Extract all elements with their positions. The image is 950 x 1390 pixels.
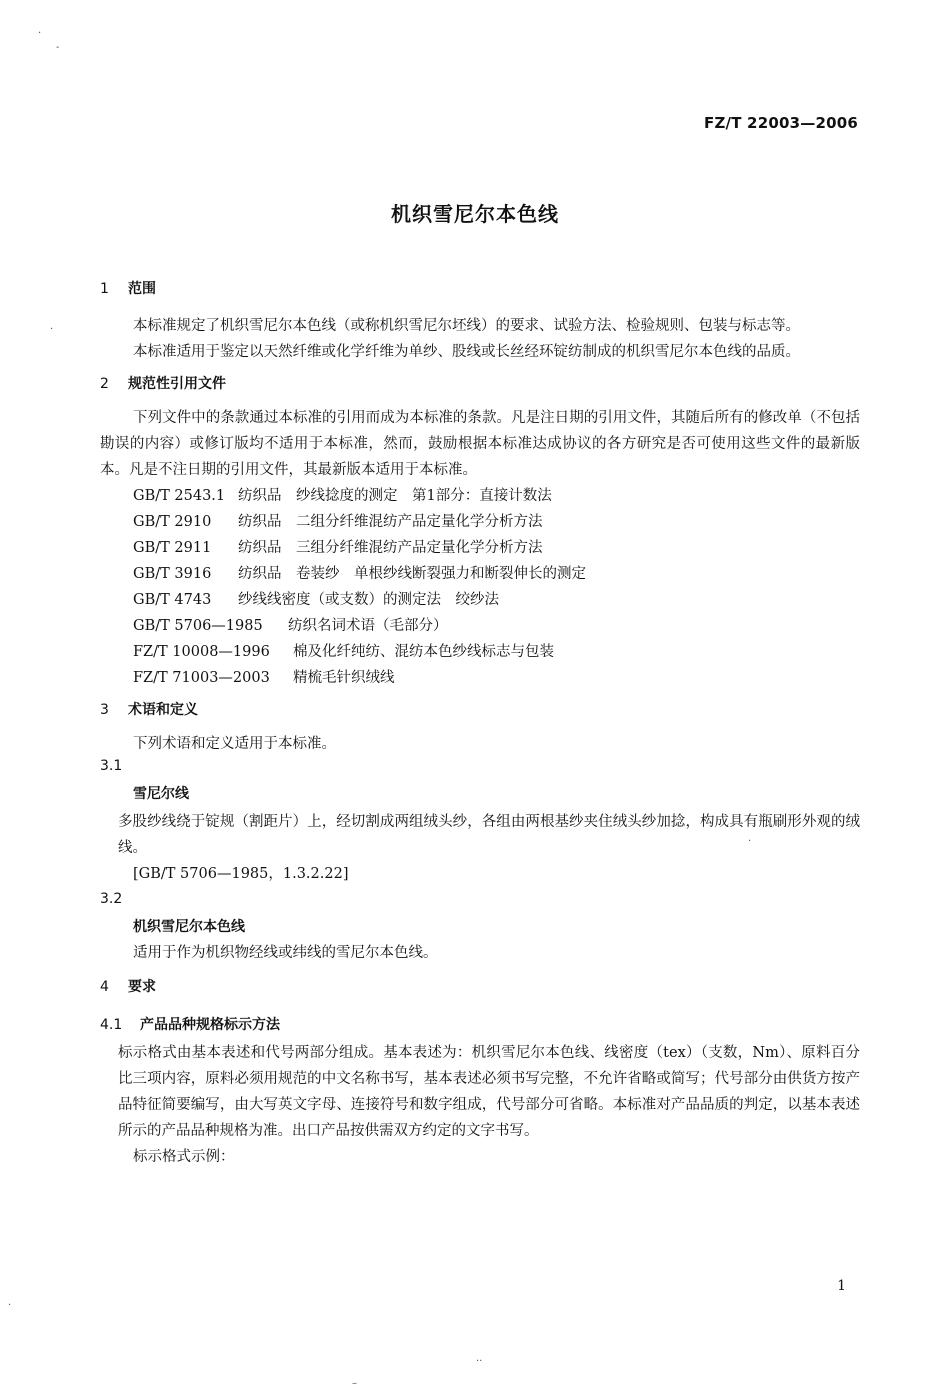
term-definition: 多股纱线绕于锭规（割距片）上，经切割成两组绒头纱，各组由两根基纱夹住绒头纱加捻，构成具有瓶刷形外观的绒线。 xyxy=(118,814,860,856)
term-definition: 适用于作为机织物经线或纬线的雪尼尔本色线。 xyxy=(133,945,438,961)
paragraph: 下列术语和定义适用于本标准。 xyxy=(133,736,336,752)
scan-speck: ·· xyxy=(476,1356,483,1367)
section-3-heading: 3 术语和定义 xyxy=(100,702,198,718)
scan-speck: · xyxy=(8,1300,12,1311)
document-body xyxy=(100,272,860,1170)
reference-item: GB/T 2910 纺织品 二组分纤维混纺产品定量化学分析方法 xyxy=(133,514,543,530)
clause-4-1-heading: 4.1 产品品种规格标示方法 xyxy=(100,1017,280,1033)
section-1-heading: 1 范围 xyxy=(100,281,156,297)
scan-speck: · xyxy=(38,28,42,39)
scan-speck: - xyxy=(56,42,60,53)
normative-reference-list xyxy=(100,483,860,691)
paragraph: 本标准适用于鉴定以天然纤维或化学纤维为单纱、股线或长丝经环锭纺制成的机织雪尼尔本色线的品质。 xyxy=(133,344,800,360)
scan-speck: · xyxy=(748,836,752,847)
reference-item: FZ/T 10008—1996 棉及化纤纯纺、混纺本色纱线标志与包装 xyxy=(133,644,554,660)
standard-number: FZ/T 22003—2006 xyxy=(704,114,858,132)
reference-item: GB/T 4743 纱线线密度（或支数）的测定法 绞纱法 xyxy=(133,592,499,608)
reference-item: GB/T 2911 纺织品 三组分纤维混纺产品定量化学分析方法 xyxy=(133,540,543,556)
clause-number: 3.2 xyxy=(100,891,123,907)
paragraph: 标示格式由基本表述和代号两部分组成。基本表述为：机织雪尼尔本色线、线密度（tex）（支数，Nm）、原料百分比三项内容，原料必须用规范的中文名称书写，基本表述必须书写完整，不允许省略或简写；代号部分由供货方按产品特征简要编写，由大写英文字母、连接符号和数字组成，代号部分可省略。本标准对产品品质的判定，以基本表述所示的产品品种规格为准。出口产品按供需双方约定的文字书写。 xyxy=(118,1045,860,1139)
scan-speck: · xyxy=(50,324,54,335)
section-4-heading: 4 要求 xyxy=(100,979,156,995)
paragraph: 本标准规定了机织雪尼尔本色线（或称机织雪尼尔坯线）的要求、试验方法、检验规则、包装与标志等。 xyxy=(133,318,800,334)
reference-item: GB/T 2543.1 纺织品 纱线捻度的测定 第1部分：直接计数法 xyxy=(133,488,552,504)
term-source: [GB/T 5706—1985，1.3.2.22] xyxy=(133,866,349,882)
section-2-heading: 2 规范性引用文件 xyxy=(100,376,226,392)
reference-item: GB/T 5706—1985 纺织名词术语（毛部分） xyxy=(133,618,448,634)
document-title: 机织雪尼尔本色线 xyxy=(391,202,559,226)
scan-speck: – xyxy=(352,1378,357,1389)
reference-item: GB/T 3916 纺织品 卷装纱 单根纱线断裂强力和断裂伸长的测定 xyxy=(133,566,586,582)
page-number: 1 xyxy=(837,1278,846,1294)
paragraph: 下列文件中的条款通过本标准的引用而成为本标准的条款。凡是注日期的引用文件，其随后所有的修改单（不包括勘误的内容）或修订版均不适用于本标准，然而，鼓励根据本标准达成协议的各方研究是否可使用这些文件的最新版本。凡是不注日期的引用文件，其最新版本适用于本标准。 xyxy=(100,410,860,478)
clause-number: 3.1 xyxy=(100,758,123,774)
term-name: 雪尼尔线 xyxy=(133,786,189,802)
term-name: 机织雪尼尔本色线 xyxy=(133,919,245,935)
reference-item: FZ/T 71003—2003 精梳毛针织绒线 xyxy=(133,670,395,686)
paragraph: 标示格式示例： xyxy=(133,1149,235,1165)
